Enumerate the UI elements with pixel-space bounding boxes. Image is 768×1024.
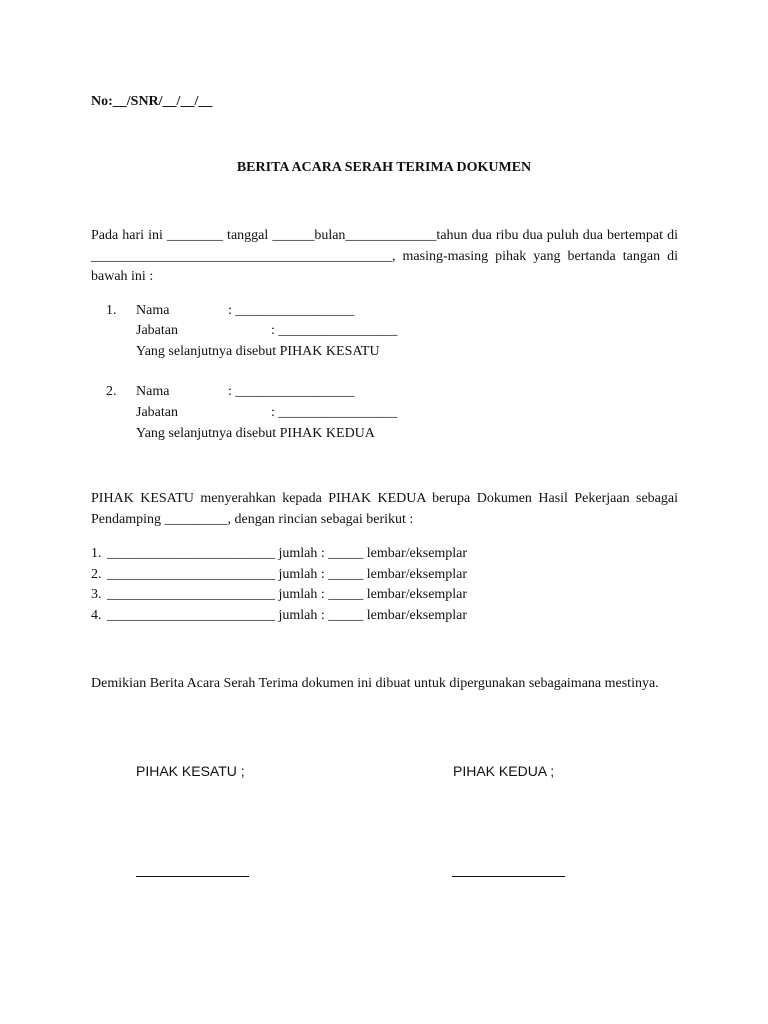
document-title: BERITA ACARA SERAH TERIMA DOKUMEN xyxy=(236,160,532,175)
list-item: ________________________ jumlah : _____ lembar/eksemplar xyxy=(107,608,468,623)
list-item-number: 2. xyxy=(91,567,102,582)
party-jabatan-value: : _________________ xyxy=(271,405,398,420)
list-item: ________________________ jumlah : _____ lembar/eksemplar xyxy=(107,587,468,602)
closing-paragraph: Demikian Berita Acara Serah Terima dokumen ini dibuat untuk dipergunakan sebagaimana mestinya. xyxy=(91,676,659,691)
signature-label-pihak-kesatu: PIHAK KESATU ; xyxy=(136,763,245,779)
party-jabatan-value: : _________________ xyxy=(271,323,398,338)
list-item: ________________________ jumlah : _____ lembar/eksemplar xyxy=(107,567,468,582)
party-note: Yang selanjutnya disebut PIHAK KESATU xyxy=(136,344,380,359)
party-nama-value: : _________________ xyxy=(228,303,355,318)
party-number: 1. xyxy=(106,303,117,318)
list-item-number: 3. xyxy=(91,587,102,602)
handover-paragraph: PIHAK KESATU menyerahkan kepada PIHAK KEDUA berupa Dokumen Hasil Pekerjaan sebagai Pendamping _________, dengan rincian sebagai berikut : xyxy=(91,491,678,527)
signature-line-pihak-kedua xyxy=(452,876,565,877)
list-item-number: 4. xyxy=(91,608,102,623)
list-item: ________________________ jumlah : _____ lembar/eksemplar xyxy=(107,546,468,561)
intro-paragraph: Pada hari ini ________ tanggal ______bulan_____________tahun dua ribu dua puluh dua bertempat di ___________________________________________, masing-masing pihak yang bertanda tangan di bawah ini : xyxy=(91,228,678,284)
signature-label-pihak-kedua: PIHAK KEDUA ; xyxy=(453,763,555,779)
party-jabatan-label: Jabatan xyxy=(136,323,178,338)
party-nama-value: : _________________ xyxy=(228,384,355,399)
signature-line-pihak-kesatu xyxy=(136,876,249,877)
party-nama-label: Nama xyxy=(136,303,170,318)
party-note: Yang selanjutnya disebut PIHAK KEDUA xyxy=(136,426,375,441)
list-item-number: 1. xyxy=(91,546,102,561)
party-number: 2. xyxy=(106,384,117,399)
party-jabatan-label: Jabatan xyxy=(136,405,178,420)
document-number: No:__/SNR/__/__/__ xyxy=(91,94,213,109)
party-nama-label: Nama xyxy=(136,384,170,399)
